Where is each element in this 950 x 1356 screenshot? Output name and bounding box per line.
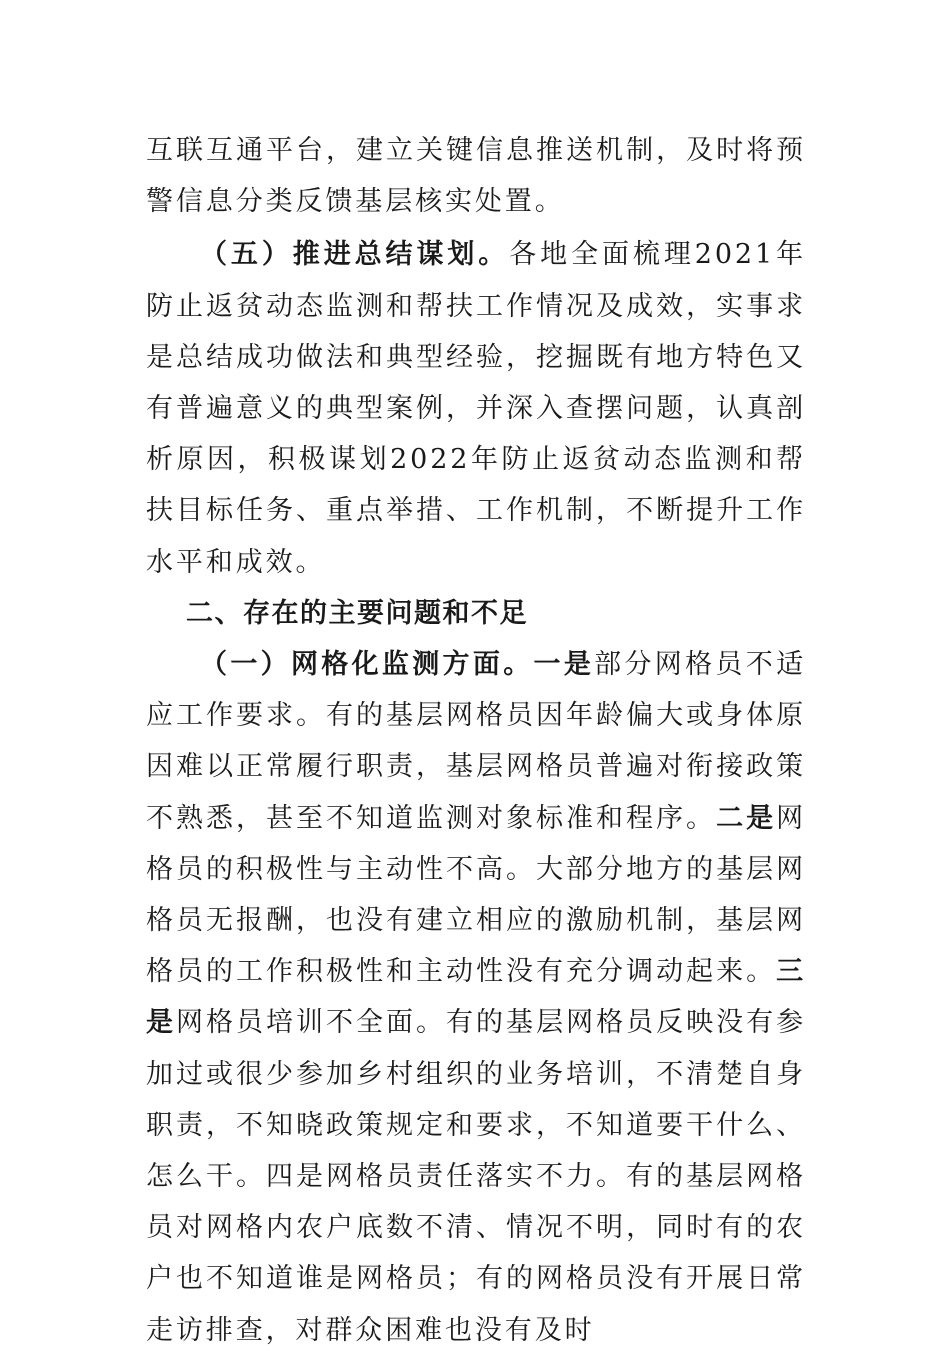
paragraph-s2-1-lead: （一）网格化监测方面。 [200,649,534,681]
marker-one: 一是 [533,649,595,681]
document-page [146,125,806,1356]
paragraph-five-lead: （五）推进总结谋划。 [200,239,510,271]
marker-two: 二是 [716,802,777,834]
marker-three: 三是 [146,956,806,1039]
paragraph-section-two-one [146,639,806,1356]
paragraph-five [146,229,806,587]
section-two-heading: 二、存在的主要问题和不足 [186,597,528,629]
paragraph-s2-1-text-2: 网格员的积极性与主动性不高。大部分地方的基层网格员无报酬，也没有建立相应的激励机制，基层网格员的工作积极性和主动性没有充分调动起来。 [146,802,806,988]
paragraph-five-text: 各地全面梳理2021年防止返贫动态监测和帮扶工作情况及成效，实事求是总结成功做法和典型经验，挖掘既有地方特色又有普遍意义的典型案例，并深入查摆问题，认真剖析原因，积极谋划2022年防止返贫动态监测和帮扶目标任务、重点举措、工作机制，不断提升工作水平和成效。 [146,239,807,578]
paragraph-s2-1-text-3: 网格员培训不全面。有的基层网格员反映没有参加过或很少参加乡村组织的业务培训，不清楚自身职责，不知晓政策规定和要求，不知道要干什么、怎么干。四是网格员责任落实不力。有的基层网格员对网格内农户底数不清、情况不明，同时有的农户也不知道谁是网格员；有的网格员没有开展日常走访排查，对群众困难也没有及时 [146,1007,806,1346]
paragraph-continuation: 互联互通平台，建立关键信息推送机制，及时将预警信息分类反馈基层核实处置。 [146,135,806,218]
paragraph-s2-1-text-1: 部分网格员不适应工作要求。有的基层网格员因年龄偏大或身体原因难以正常履行职责，基层网格员普遍对衔接政策不熟悉，甚至不知道监测对象标准和程序。 [146,649,806,834]
